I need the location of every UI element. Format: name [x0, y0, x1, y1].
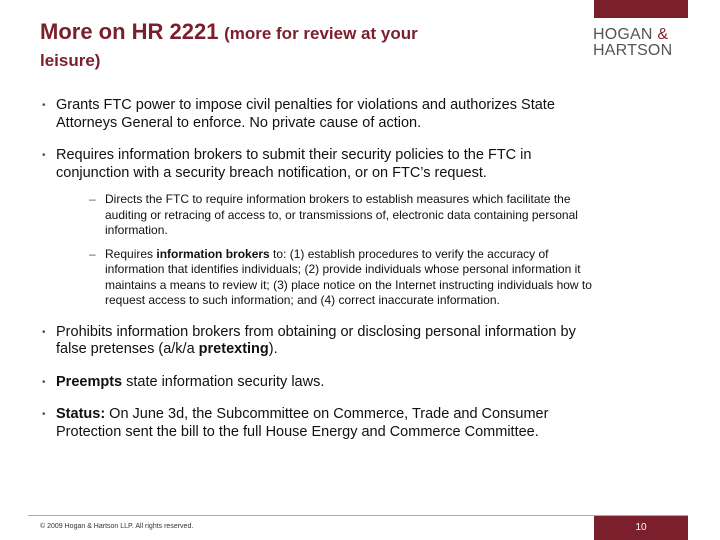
- sub-bullet-text: Directs the FTC to require information brokers to establish measures which facilitate the auditing or retracing of access to, or transmissions of, electronic data containing personal information.: [105, 192, 578, 237]
- bullet-item: [42, 374, 602, 392]
- bullet-bold: Status:: [56, 406, 106, 422]
- sub-list: [89, 192, 602, 309]
- sub-bullet-item: [89, 192, 602, 239]
- bullet-item: [42, 147, 602, 309]
- bullet-text: Grants FTC power to impose civil penalties for violations: [56, 97, 418, 113]
- sub-bullet-bold: information brokers: [156, 246, 270, 261]
- logo-line2: HARTSON: [593, 42, 673, 59]
- company-logo: [593, 27, 693, 59]
- bullet-text: Requires information brokers to submit their security policies to the FTC in conjunction with a security breach notification, or on FTC’s request.: [56, 147, 532, 181]
- copyright-text: © 2009 Hogan & Hartson LLP. All rights reserved.: [40, 523, 194, 530]
- slide-content: [42, 97, 602, 456]
- bullet-text: ).: [268, 341, 278, 357]
- bullet-bold: pretexting: [198, 341, 269, 357]
- logo-line1: HOGAN: [593, 26, 653, 43]
- footer-divider: [28, 515, 688, 516]
- slide-title-sub: (more for review at your: [224, 24, 418, 43]
- sub-bullet-text: Requires: [105, 246, 157, 261]
- slide-title: [40, 18, 560, 74]
- logo-ampersand: &: [657, 26, 669, 43]
- bullet-bold: Preempts: [56, 373, 123, 390]
- page-number: 10: [594, 516, 688, 540]
- bullet-text: On June 3d, the Subcommittee on Commerce, Trade and Consumer Protection sent the bill to the full House Energy and Commerce Committee.: [56, 406, 549, 440]
- slide-title-main: More on HR 2221: [40, 19, 219, 44]
- bullet-item: [42, 324, 602, 359]
- sub-bullet-text: to: (1) establish procedures to verify the accuracy of information that identifies individuals; (2) provide individuals whose personal information it maintains a means to review it; (3) place notice on the Internet instructing individuals how to request access to such information; and (4) correct inaccurate information.: [105, 246, 592, 307]
- slide-title-line2: leisure): [40, 51, 101, 70]
- bullet-text: state information security laws.: [122, 373, 325, 390]
- bullet-text: and authorizes State Attorneys General to enforce. No private cause of action.: [56, 97, 555, 131]
- bullet-item: [42, 406, 602, 441]
- top-accent-bar: [594, 0, 688, 18]
- bullet-text: Prohibits information brokers from obtaining or disclosing personal information by false pretenses (a/k/a: [56, 323, 576, 357]
- bullet-item: [42, 97, 602, 132]
- sub-bullet-item: [89, 247, 602, 309]
